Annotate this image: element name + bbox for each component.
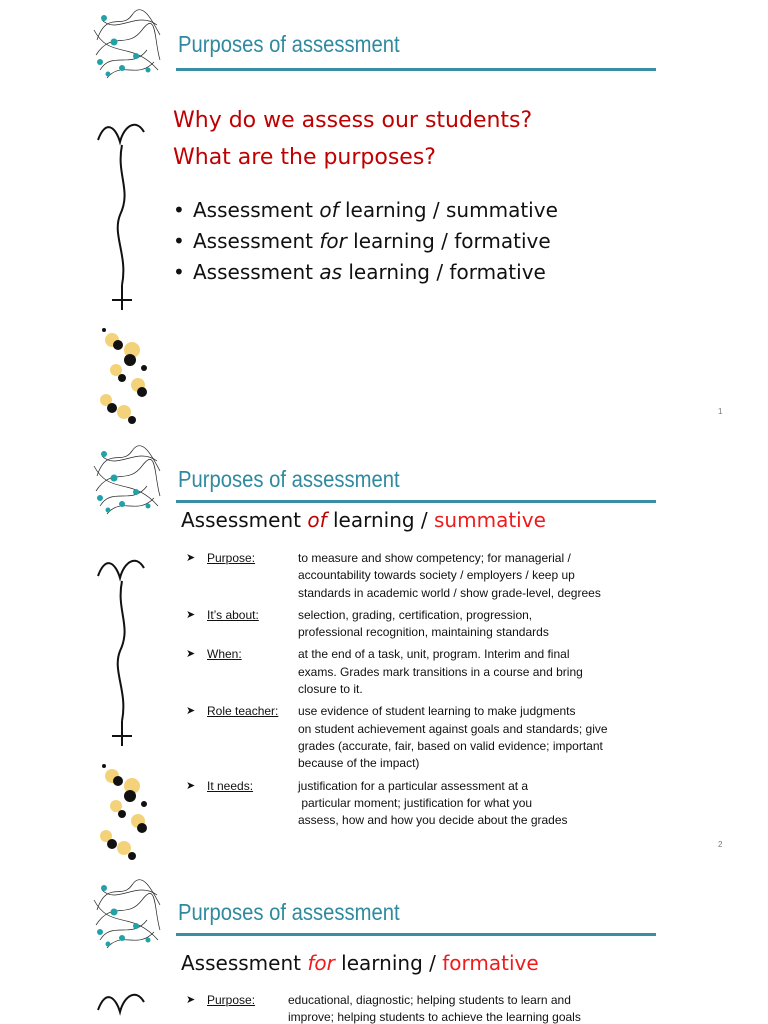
definition-row <box>186 992 656 1024</box>
page-number: 2 <box>718 840 723 849</box>
slide-subtitle: Assessment of learning / summative <box>181 508 546 532</box>
bullet-item: • Assessment as learning / formative <box>173 260 546 284</box>
row-label: Purpose: <box>207 551 256 565</box>
row-text: educational, diagnostic; helping students to learn and improve; helping students to achieve the learning goals <box>288 993 581 1024</box>
row-label: When: <box>207 647 242 662</box>
definition-row <box>186 607 656 642</box>
slide-3 <box>0 870 768 1024</box>
slide-title: Purposes of assessment <box>178 899 400 925</box>
arrow-bullet-icon: ➤ <box>186 994 196 1006</box>
definition-row <box>186 646 656 698</box>
row-text: justification for a particular assessment at a particular moment; justification for what you assess, how and how you decide about the grades <box>298 778 568 828</box>
bullet-item: • Assessment for learning / formative <box>173 229 551 253</box>
slide-title: Purposes of assessment <box>178 466 400 492</box>
bullet-list <box>173 195 558 288</box>
decorative-artwork <box>92 436 162 864</box>
row-label: Purpose: <box>207 993 256 1007</box>
decorative-artwork <box>92 870 162 1024</box>
arrow-bullet-icon: ➤ <box>186 648 196 661</box>
row-text: at the end of a task, unit, program. Interim and final exams. Grades mark transitions in a course and bring closure to it. <box>298 647 583 697</box>
question-block <box>173 102 532 176</box>
row-text: to measure and show competency; for managerial / accountability towards society / employers / keep up standards in academic world / show grade-level, degrees <box>298 551 601 600</box>
slide-1 <box>0 0 768 432</box>
slide-subtitle: Assessment for learning / formative <box>181 951 539 975</box>
row-text: selection, grading, certification, progression, professional recognition, maintaining standards <box>298 607 549 640</box>
arrow-bullet-icon: ➤ <box>186 779 196 792</box>
definition-list <box>186 550 656 829</box>
arrow-bullet-icon: ➤ <box>186 608 196 621</box>
arrow-bullet-icon: ➤ <box>186 705 196 718</box>
page-number: 1 <box>718 407 723 416</box>
decorative-artwork <box>92 0 162 430</box>
title-underline <box>176 933 656 936</box>
title-underline <box>176 68 656 71</box>
definition-row <box>186 703 656 772</box>
bullet-item: • Assessment of learning / summative <box>173 198 558 222</box>
row-label: Role teacher: <box>207 704 279 719</box>
row-label: It’s about: <box>207 607 259 622</box>
row-label: It needs: <box>207 778 254 793</box>
definition-row <box>186 550 656 602</box>
arrow-bullet-icon: ➤ <box>186 552 196 564</box>
definition-list <box>186 992 656 1024</box>
slide-title: Purposes of assessment <box>178 31 400 57</box>
slide-2 <box>0 436 768 864</box>
question-line-1: Why do we assess our students? <box>173 108 533 133</box>
row-text: use evidence of student learning to make judgments on student achievement against goals and standards; give grades (accurate, fair, based on valid evidence; important because of the impact) <box>298 704 608 771</box>
definition-row <box>186 778 656 830</box>
title-underline <box>176 500 656 503</box>
question-line-2: What are the purposes? <box>173 145 436 170</box>
